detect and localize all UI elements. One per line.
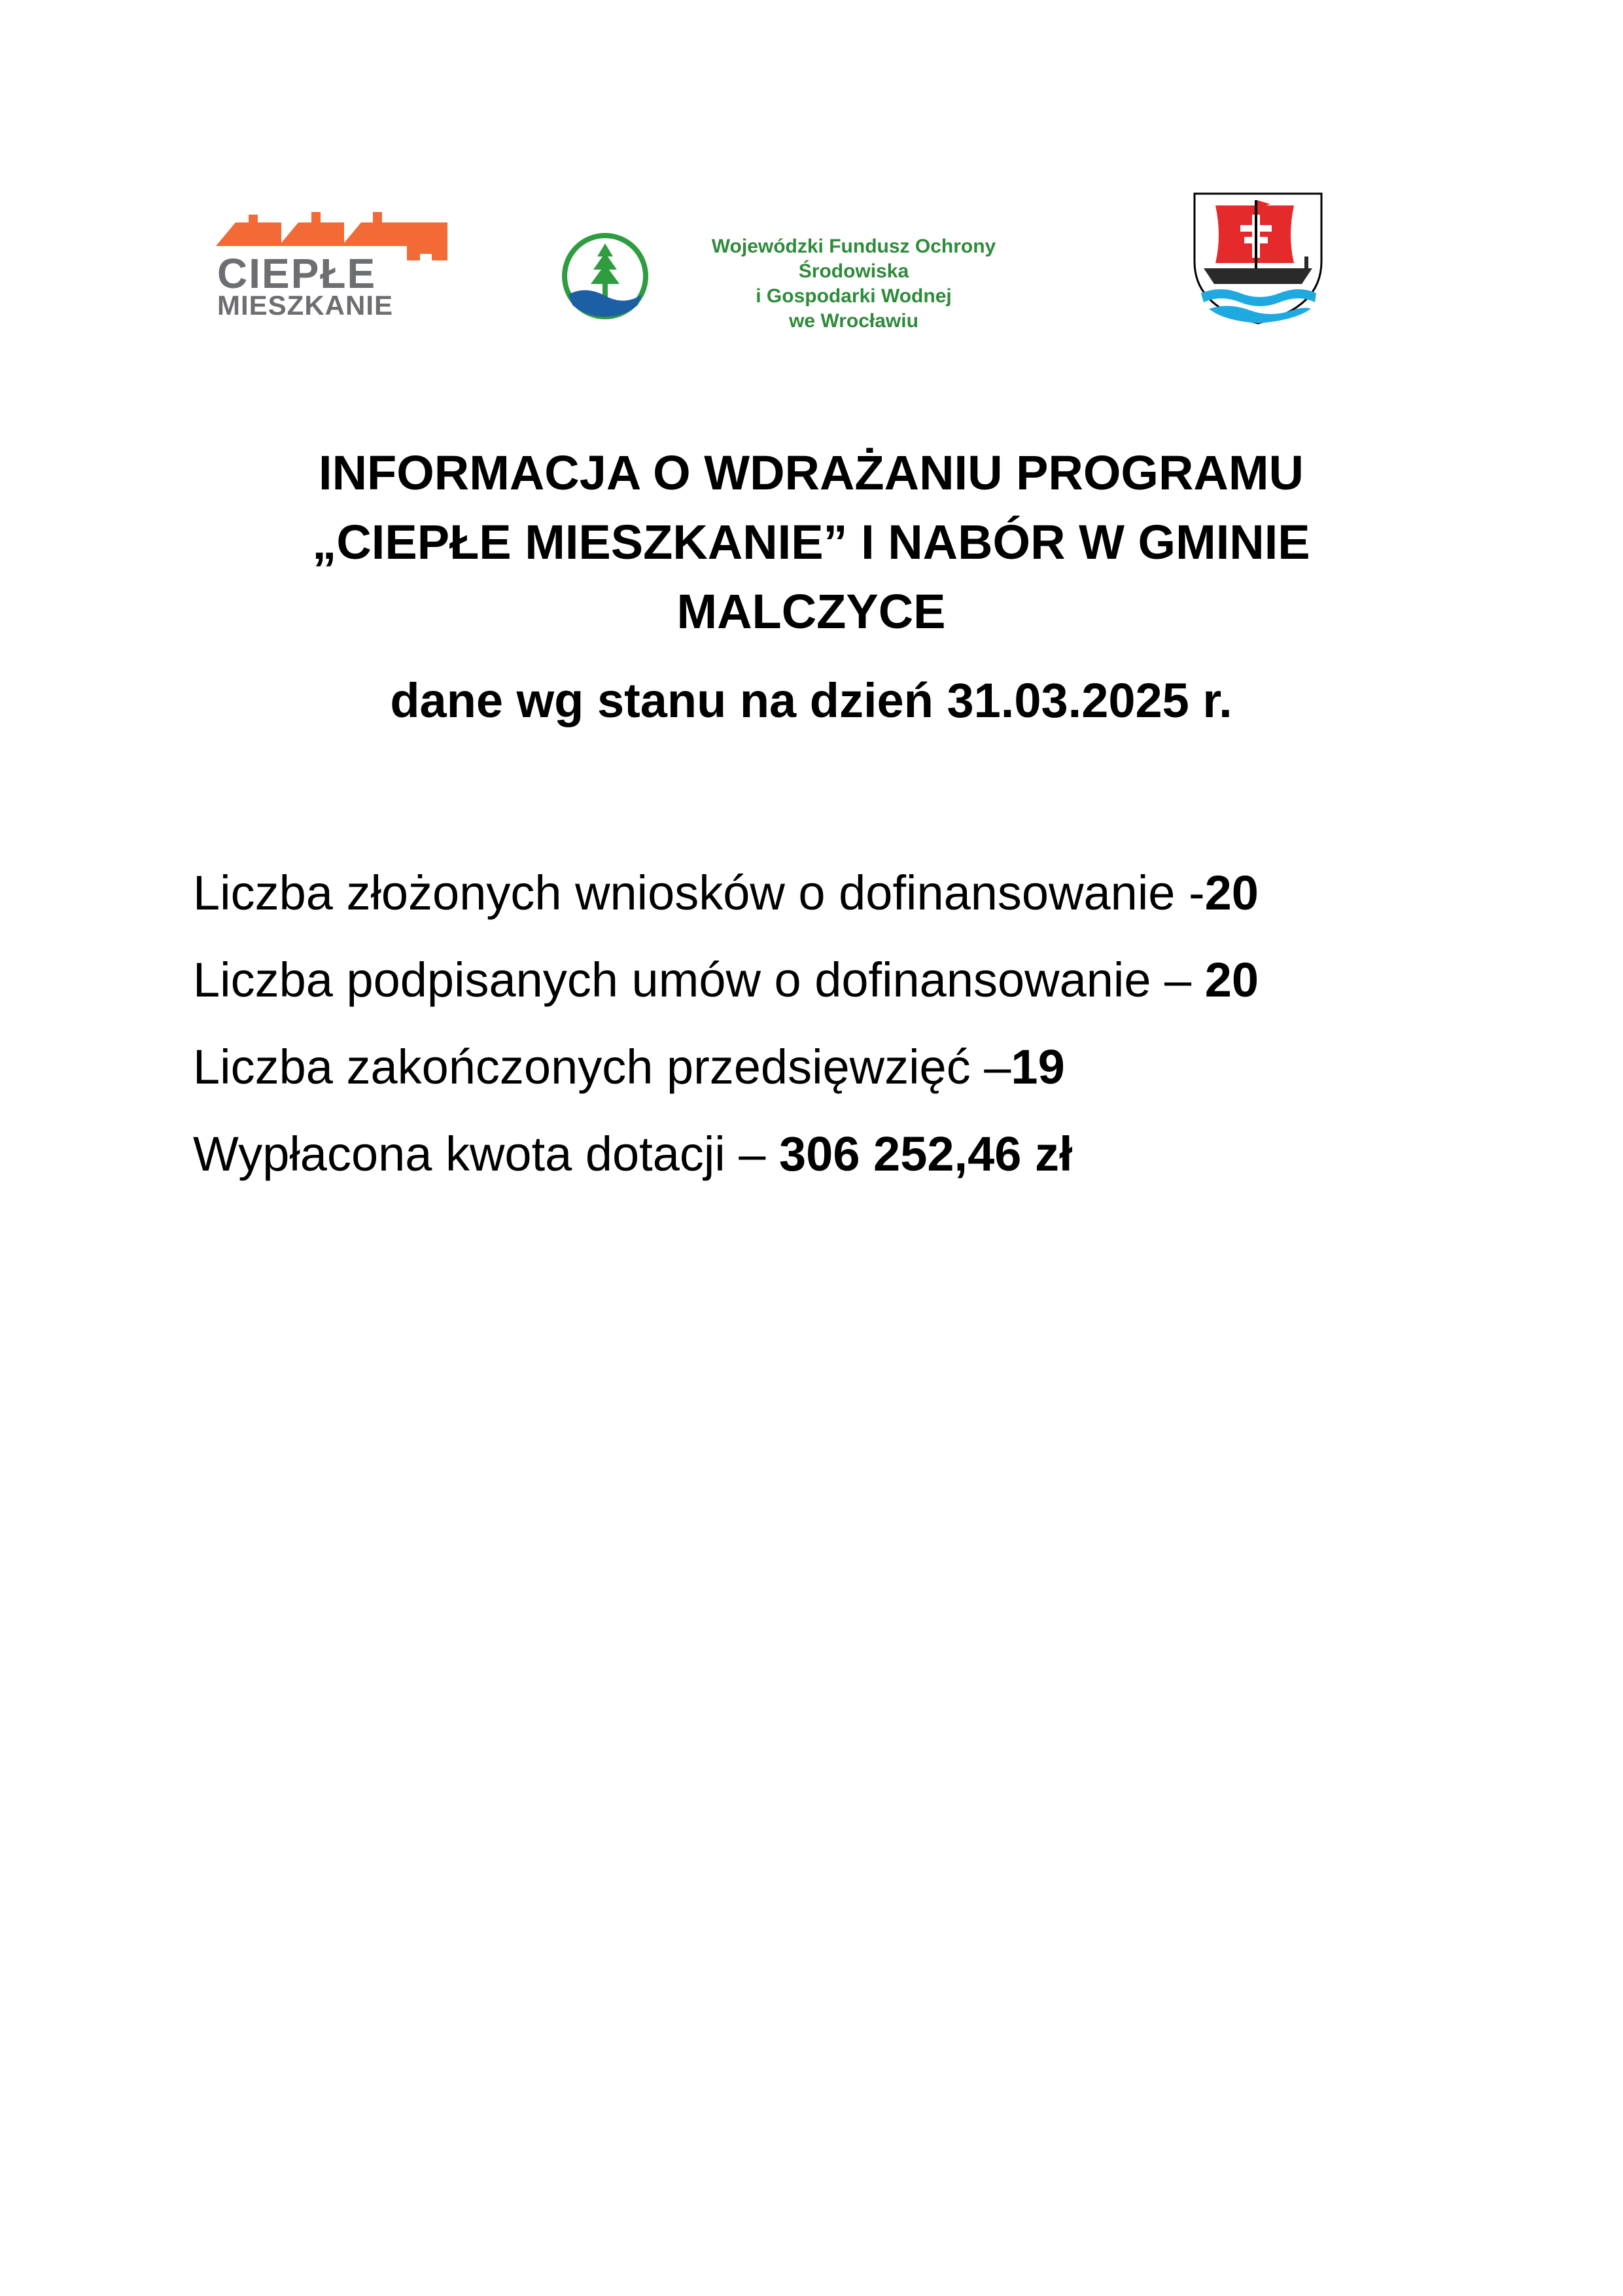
cieple-mieszkanie-logo <box>216 208 451 319</box>
tree-emblem-icon <box>559 229 651 321</box>
stat-applications <box>193 849 1501 936</box>
stat-value: 19 <box>1011 1040 1065 1094</box>
stat-value: 20 <box>1204 866 1259 920</box>
title-line3: MALCZYCE <box>676 584 946 639</box>
cieple-logo-line1: CIEPŁE <box>217 250 377 297</box>
stat-completed <box>193 1023 1501 1110</box>
stat-label: Liczba złożonych wniosków o dofinansowanie - <box>193 866 1205 920</box>
wfos-line2: i Gospodarki Wodnej <box>756 285 952 307</box>
page-title <box>196 438 1426 646</box>
stat-label: Liczba zakończonych przedsięwzięć – <box>193 1040 1011 1094</box>
data-date-subtitle: dane wg stanu na dzień 31.03.2025 r. <box>390 673 1232 728</box>
stat-label: Wypłacona kwota dotacji – <box>193 1127 780 1181</box>
wfos-line1: Wojewódzki Fundusz Ochrony Środowiska <box>711 236 996 282</box>
wfos-logo <box>559 229 1050 332</box>
coat-of-arms-icon <box>1189 190 1327 327</box>
wfos-line3: we Wrocławiu <box>789 310 918 332</box>
stat-contracts <box>193 936 1501 1023</box>
title-line2: „CIEPŁE MIESZKANIE” I NABÓR W GMINIE <box>312 515 1310 569</box>
title-line1: INFORMACJA O WDRAŻANIU PROGRAMU <box>319 446 1304 500</box>
cieple-logo-line2: MIESZKANIE <box>217 290 394 321</box>
stat-paid-amount <box>193 1110 1501 1197</box>
stat-value: 306 252,46 zł <box>779 1127 1073 1181</box>
stat-label: Liczba podpisanych umów o dofinansowanie – <box>193 953 1205 1007</box>
wfos-logo-text <box>657 234 1050 334</box>
stat-value: 20 <box>1204 953 1259 1007</box>
stats-list <box>193 849 1501 1197</box>
